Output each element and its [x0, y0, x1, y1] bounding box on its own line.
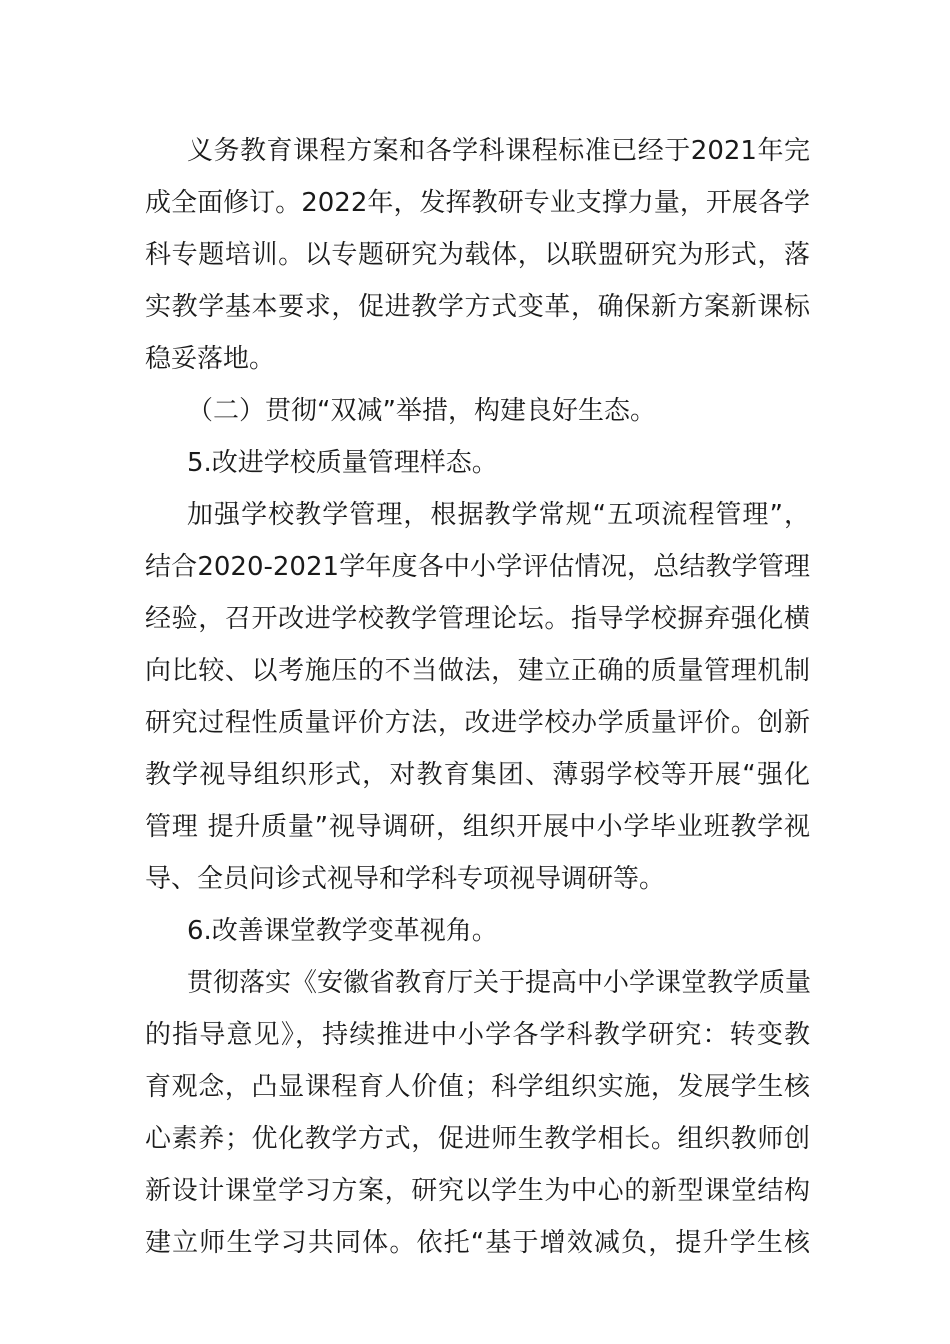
paragraph-3-line-2: 的指导意见》，持续推进中小学各学科教学研究：转变教: [145, 1020, 810, 1050]
paragraph-3-line-6: 建立师生学习共同体。依托“基于增效减负，提升学生核: [145, 1228, 810, 1258]
paragraph-2-line-5: 研究过程性质量评价方法，改进学校办学质量评价。创新: [145, 708, 810, 738]
paragraph-2-line-3: 经验，召开改进学校教学管理论坛。指导学校摒弃强化横: [145, 604, 810, 634]
paragraph-2-line-8: 导、全员问诊式视导和学科专项视导调研等。: [145, 864, 666, 894]
paragraph-3-line-5: 新设计课堂学习方案，研究以学生为中心的新型课堂结构: [145, 1176, 810, 1206]
section-heading-2: （二）贯彻“双减”举措，构建良好生态。: [187, 396, 656, 426]
paragraph-1-line-1: 义务教育课程方案和各学科课程标准已经于2021年完: [187, 136, 810, 166]
paragraph-2-line-2: 结合2020-2021学年度各中小学评估情况，总结教学管理: [145, 552, 810, 582]
paragraph-1-line-5: 稳妥落地。: [145, 344, 276, 374]
paragraph-2-line-4: 向比较、以考施压的不当做法，建立正确的质量管理机制: [145, 656, 810, 686]
subheading-5: 5.改进学校质量管理样态。: [187, 448, 498, 478]
paragraph-3-line-1: 贯彻落实《安徽省教育厅关于提高中小学课堂教学质量: [187, 968, 812, 998]
paragraph-3-line-4: 心素养；优化教学方式，促进师生教学相长。组织教师创: [145, 1124, 810, 1154]
subheading-6: 6.改善课堂教学变革视角。: [187, 916, 498, 946]
paragraph-3-line-3: 育观念，凸显课程育人价值；科学组织实施，发展学生核: [145, 1072, 810, 1102]
paragraph-1-line-2: 成全面修订。2022年，发挥教研专业支撑力量，开展各学: [145, 188, 810, 218]
paragraph-2-line-1: 加强学校教学管理，根据教学常规“五项流程管理”，: [187, 500, 810, 530]
paragraph-1-line-3: 科专题培训。以专题研究为载体，以联盟研究为形式，落: [145, 240, 810, 270]
paragraph-2-line-7: 管理 提升质量”视导调研，组织开展中小学毕业班教学视: [145, 812, 810, 842]
paragraph-2-line-6: 教学视导组织形式，对教育集团、薄弱学校等开展“强化: [145, 760, 810, 790]
paragraph-1-line-4: 实教学基本要求，促进教学方式变革，确保新方案新课标: [145, 292, 810, 322]
